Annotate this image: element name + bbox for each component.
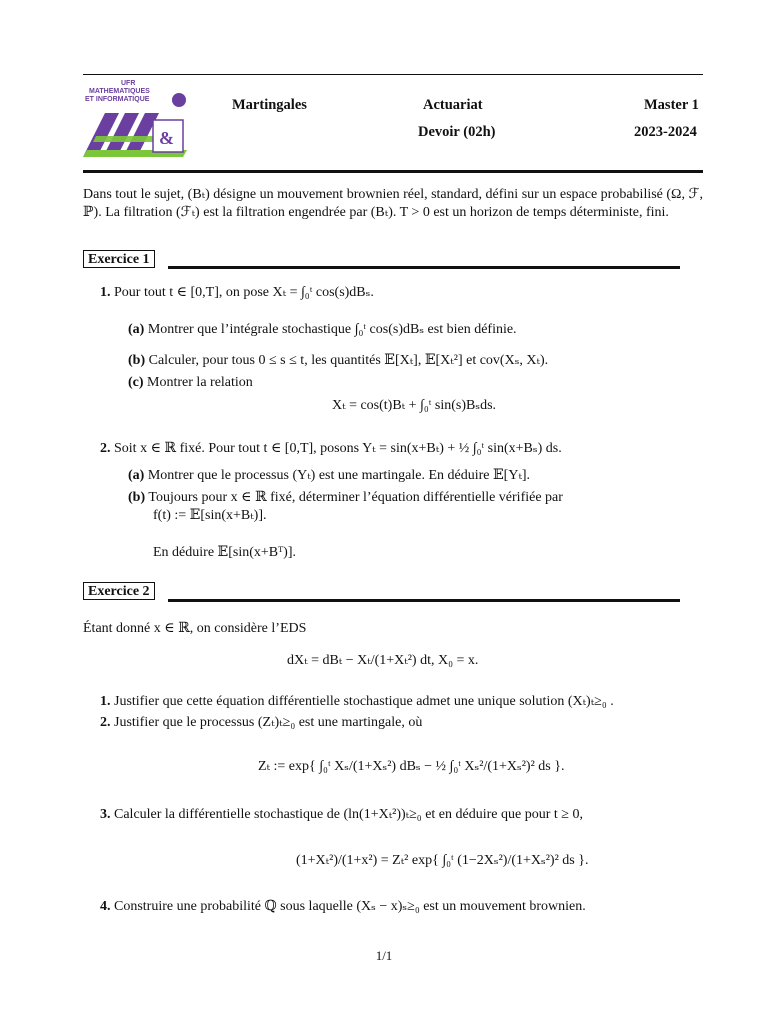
ex1-q1c-equation: Xₜ = cos(t)Bₜ + ∫₀ᵗ sin(s)Bₛds. <box>332 398 497 413</box>
ex2-q1-text: Justifier que cette équation différentielle stochastique admet une unique solution (Xₜ)ₜ≥₀ . <box>114 694 614 709</box>
logo-text-info: ET INFORMATIQUE <box>85 96 150 103</box>
ex1-q2a <box>128 467 530 485</box>
ex1-q1b <box>128 352 548 370</box>
ex2-q1-number: 1. <box>100 694 111 709</box>
page-number: 1/1 <box>375 948 393 963</box>
logo-text-ufr: UFR <box>121 80 136 87</box>
ex1-q2 <box>100 440 562 458</box>
ex1-q1 <box>100 284 374 302</box>
ex2-q4-number: 4. <box>100 899 111 914</box>
ex1-q1c-label: (c) <box>128 375 144 390</box>
header-course: Martingales <box>232 97 307 113</box>
logo-text-math: MATHEMATIQUES <box>89 88 150 95</box>
ex2-q2-text: Justifier que le processus (Zₜ)ₜ≥₀ est une martingale, où <box>114 715 423 730</box>
ex1-q1-text: Pour tout t ∈ [0,T], on pose Xₜ = ∫₀ᵗ cos(s)dBₛ. <box>114 285 374 300</box>
header-field: Actuariat <box>423 97 483 113</box>
ex1-q1-number: 1. <box>100 285 111 300</box>
ex1-q2b-label: (b) <box>128 490 146 505</box>
exercise-1-title: Exercice 1 <box>83 250 155 268</box>
ex1-q1a-text: Montrer que l’intégrale stochastique ∫₀ᵗ cos(s)dBₛ est bien définie. <box>147 322 517 337</box>
logo-ampersand: & <box>159 128 174 148</box>
ex1-q2a-label: (a) <box>128 468 145 483</box>
ex2-q3-equation: (1+Xₜ²)/(1+x²) = Zₜ² exp{ ∫₀ᵗ (1−2Xₛ²)/(1+Xₛ²)² ds }. <box>296 853 589 868</box>
ex1-q2a-text: Montrer que le processus (Yₜ) est une martingale. En déduire 𝔼[Yₜ]. <box>147 468 531 483</box>
ex2-q3-text: Calculer la différentielle stochastique de (ln(1+Xₜ²))ₜ≥₀ et en déduire que pour t ≥ 0, <box>114 807 583 822</box>
ex2-eds-equation: dXₜ = dBₜ − Xₜ/(1+Xₜ²) dt, X₀ = x. <box>287 653 479 668</box>
exercise-1-rule <box>168 266 680 269</box>
ufr-logo <box>83 80 193 160</box>
exercise-2-rule <box>168 599 680 602</box>
header-year: 2023-2024 <box>634 124 697 140</box>
ex1-q1a <box>128 321 517 339</box>
ex2-q2-equation: Zₜ := exp{ ∫₀ᵗ Xₛ/(1+Xₛ²) dBₛ − ½ ∫₀ᵗ Xₛ²/(1+Xₛ²)² ds }. <box>258 759 565 774</box>
header-bottom-rule <box>83 170 703 173</box>
ex2-intro: Étant donné x ∈ ℝ, on considère l’EDS <box>83 621 307 636</box>
ex2-q2 <box>100 714 422 732</box>
header-exam: Devoir (02h) <box>418 124 496 140</box>
ex2-q4 <box>100 898 586 916</box>
exercise-2-title: Exercice 2 <box>83 582 155 600</box>
ex2-q3-number: 3. <box>100 807 111 822</box>
ex2-q3 <box>100 806 583 824</box>
ex1-q2b-text: Toujours pour x ∈ ℝ fixé, déterminer l’équation différentielle vérifiée par <box>148 490 563 505</box>
ex1-q1a-label: (a) <box>128 322 145 337</box>
ex2-q1 <box>100 693 614 711</box>
ex1-q1c <box>128 374 253 392</box>
ex2-q4-text: Construire une probabilité ℚ sous laquelle (Xₛ − x)ₛ≥₀ est un mouvement brownien. <box>114 899 586 914</box>
intro-paragraph: Dans tout le sujet, (Bₜ) désigne un mouvement brownien réel, standard, défini sur un espace probabilisé (Ω, ℱ, ℙ). La filtration (ℱₜ) est la filtration engendrée par (Bₜ). T > 0 est un horizon de temps déterministe, fini. <box>83 187 703 220</box>
ex1-q2b-line3: En déduire 𝔼[sin(x+Bᵀ)]. <box>153 545 296 560</box>
ex1-q2-text: Soit x ∈ ℝ fixé. Pour tout t ∈ [0,T], posons Yₜ = sin(x+Bₜ) + ½ ∫₀ᵗ sin(x+Bₛ) ds. <box>114 441 562 456</box>
ex1-q2-number: 2. <box>100 441 111 456</box>
ex1-q1b-text: Calculer, pour tous 0 ≤ s ≤ t, les quantités 𝔼[Xₜ], 𝔼[Xₜ²] et cov(Xₛ, Xₜ). <box>148 353 549 368</box>
ex1-q1c-text: Montrer la relation <box>147 375 253 390</box>
ex1-q2b-line2: f(t) := 𝔼[sin(x+Bₜ)]. <box>153 508 267 523</box>
header-level: Master 1 <box>644 97 699 113</box>
ex2-q2-number: 2. <box>100 715 111 730</box>
ex1-q2b <box>128 489 563 507</box>
ex1-q1b-label: (b) <box>128 353 146 368</box>
top-rule <box>83 74 703 75</box>
